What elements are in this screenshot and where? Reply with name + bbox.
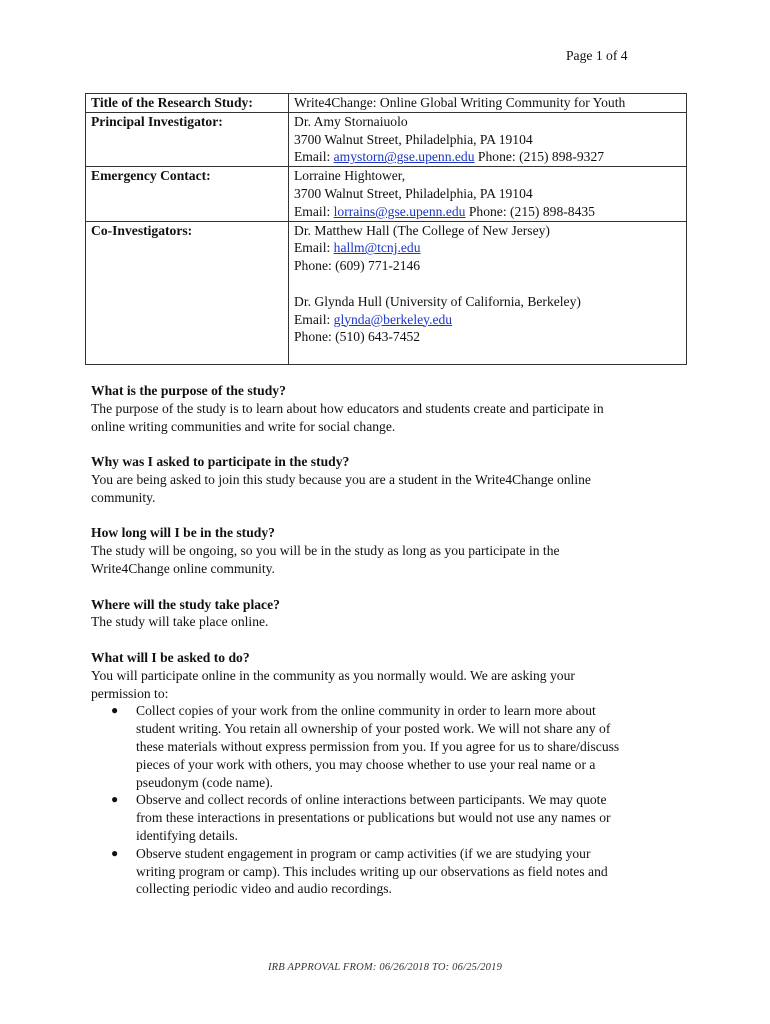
pi-label: Principal Investigator: [86, 112, 289, 166]
study-title: Write4Change: Online Global Writing Community for Youth [289, 94, 687, 113]
list-item-line: student writing. You retain all ownership of your posted work. We will not share any of [136, 721, 611, 737]
pi-phone: Phone: (215) 898-9327 [474, 149, 605, 165]
list-item-line: Observe and collect records of online interactions between participants. We may quote [136, 792, 607, 808]
bullet-icon: ● [111, 703, 119, 718]
coinvestigator-name: Dr. Matthew Hall (The College of New Jersey) [294, 222, 550, 238]
emergency-email-label: Email: [294, 203, 334, 219]
bullet-icon: ● [111, 845, 119, 860]
list-item-line: from these interactions in presentations or publications but would not use any names or [136, 810, 611, 826]
pi-address: 3700 Walnut Street, Philadelphia, PA 19104 [294, 131, 533, 147]
title-label: Title of the Research Study: [86, 94, 289, 113]
section-heading: Where will the study take place? [91, 596, 280, 612]
list-item [91, 845, 691, 898]
paragraph-line: Write4Change online community. [91, 560, 275, 576]
paragraph-line: You are being asked to join this study because you are a student in the Write4Change online [91, 471, 591, 487]
pi-email-label: Email: [294, 149, 334, 165]
pi-name: Dr. Amy Stornaiuolo [294, 113, 408, 129]
coinvestigator-phone: Phone: (510) 643-7452 [294, 329, 421, 345]
spacer [294, 275, 681, 293]
emergency-contact-row [86, 167, 687, 221]
paragraph-line: The purpose of the study is to learn about how educators and students create and participate in [91, 400, 604, 416]
list-item-line: Collect copies of your work from the online community in order to learn more about [136, 703, 596, 719]
pi-details [289, 112, 687, 166]
list-item-line: pieces of your work with others, you may choose whether to use your real name or a [136, 756, 596, 772]
coinvestigator-email-link[interactable]: hallm@tcnj.edu [333, 240, 421, 256]
bullet-icon: ● [111, 792, 119, 807]
pi-contact-line [294, 148, 681, 166]
paragraph-line: You will participate online in the community as you normally would. We are asking your [91, 667, 575, 683]
section-what-asked [91, 649, 691, 898]
co-investigators-row [86, 221, 687, 364]
list-item-line: collecting periodic video and audio recordings. [136, 881, 392, 897]
pi-email-link[interactable]: amystorn@gse.upenn.edu [333, 149, 475, 165]
section-where [91, 596, 691, 632]
paragraph-line: The study will take place online. [91, 614, 269, 630]
list-item-line: writing program or camp). This includes writing up our observations as field notes and [136, 863, 608, 879]
section-heading: Why was I asked to participate in the study? [91, 454, 350, 470]
coinvestigator-phone: Phone: (609) 771-2146 [294, 258, 421, 274]
irb-approval-footer: IRB APPROVAL FROM: 06/26/2018 TO: 06/25/2019 [267, 962, 503, 973]
coinvestigator-email-line [294, 311, 681, 329]
emergency-details [289, 167, 687, 221]
section-heading: What will I be asked to do? [91, 649, 250, 665]
coinvestigators-details [289, 221, 687, 364]
paragraph-line: The study will be ongoing, so you will be in the study as long as you participate in the [91, 543, 560, 559]
list-item-line: identifying details. [136, 827, 238, 843]
section-how-long [91, 524, 691, 577]
coinvestigator-email-label: Email: [294, 311, 334, 327]
coinvestigator-name: Dr. Glynda Hull (University of California, Berkeley) [294, 293, 581, 309]
emergency-email-link[interactable]: lorrains@gse.upenn.edu [333, 203, 466, 219]
emergency-phone: Phone: (215) 898-8435 [465, 203, 595, 219]
paragraph-line: online writing communities and write for social change. [91, 418, 396, 434]
list-item [91, 791, 691, 844]
list-item [91, 702, 691, 791]
coinvestigator-email-label: Email: [294, 240, 334, 256]
consent-content [91, 382, 691, 916]
section-heading: How long will I be in the study? [91, 525, 275, 541]
emergency-name: Lorraine Hightower, [294, 168, 406, 184]
principal-investigator-row [86, 112, 687, 166]
section-purpose [91, 382, 691, 435]
section-why-asked [91, 453, 691, 506]
list-item-line: pseudonym (code name). [136, 774, 274, 790]
list-item-line: Observe student engagement in program or camp activities (if we are studying your [136, 845, 591, 861]
paragraph-line: community. [91, 489, 156, 505]
study-info-table [85, 93, 687, 365]
permission-list [91, 702, 691, 898]
page-indicator: Page 1 of 4 [566, 48, 628, 63]
coinvestigators-label: Co-Investigators: [86, 221, 289, 364]
emergency-address: 3700 Walnut Street, Philadelphia, PA 19104 [294, 185, 533, 201]
coinvestigator-email-line [294, 239, 681, 257]
spacer [294, 346, 681, 364]
paragraph-line: permission to: [91, 685, 169, 701]
emergency-contact-line [294, 203, 681, 221]
coinvestigator-email-link[interactable]: glynda@berkeley.edu [333, 311, 453, 327]
list-item-line: these materials without express permission from you. If you agree for us to share/discuss [136, 738, 620, 754]
emergency-label: Emergency Contact: [86, 167, 289, 221]
title-row [86, 94, 687, 113]
section-heading: What is the purpose of the study? [91, 383, 286, 398]
